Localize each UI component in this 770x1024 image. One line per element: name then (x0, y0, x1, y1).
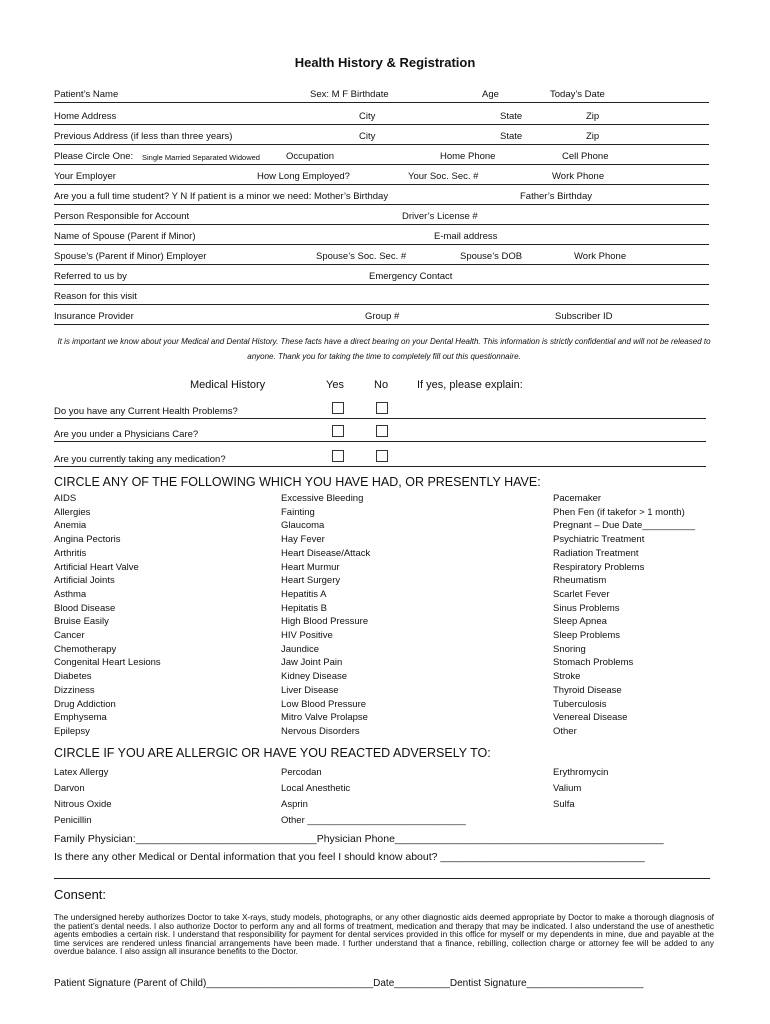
list-item[interactable]: Psychiatric Treatment (553, 534, 645, 546)
other-info-question[interactable]: Is there any other Medical or Dental information that you feel I should know about? ___________________________________ (54, 851, 645, 863)
field-label: Single Married Separated Widowed (142, 153, 260, 162)
field-label: Patient’s Name (54, 89, 119, 100)
list-item[interactable]: Epilepsy (54, 725, 90, 737)
patient-info-row[interactable] (54, 88, 709, 103)
list-item[interactable]: Asprin (281, 799, 308, 810)
field-label: Occupation (286, 151, 335, 162)
list-item[interactable]: Rheumatism (553, 575, 607, 587)
patient-info-row[interactable] (54, 230, 709, 245)
field-label: Cell Phone (562, 151, 609, 162)
list-item[interactable]: Stomach Problems (553, 657, 634, 669)
list-item[interactable]: Erythromycin (553, 767, 609, 778)
field-label: Insurance Provider (54, 311, 134, 322)
medical-history-heading: Medical History (190, 379, 266, 391)
list-item[interactable]: Heart Surgery (281, 575, 341, 587)
list-item[interactable]: Artificial Joints (54, 575, 115, 587)
field-label: State (500, 131, 523, 142)
yes-checkbox[interactable] (332, 402, 344, 414)
field-label: Home Phone (440, 151, 496, 162)
medical-question: Do you have any Current Health Problems? (54, 406, 238, 417)
list-item[interactable]: Bruise Easily (54, 616, 109, 628)
list-item[interactable]: Sulfa (553, 799, 575, 810)
field-label: Zip (586, 131, 600, 142)
list-item[interactable]: Darvon (54, 783, 85, 794)
patient-info-row[interactable] (54, 290, 709, 305)
allergy-heading: CIRCLE IF YOU ARE ALLERGIC OR HAVE YOU REACTED ADVERSELY TO: (54, 746, 491, 760)
list-item[interactable]: Allergies (54, 506, 91, 518)
list-item[interactable]: Congenital Heart Lesions (54, 657, 161, 669)
list-item[interactable]: Jaundice (281, 643, 320, 655)
field-label: Emergency Contact (369, 271, 453, 282)
list-item[interactable]: Nitrous Oxide (54, 799, 112, 810)
other-info-line[interactable] (54, 878, 710, 879)
answer-line[interactable] (54, 418, 706, 419)
field-label: Name of Spouse (Parent if Minor) (54, 231, 196, 242)
field-label: E-mail address (434, 231, 498, 242)
list-item[interactable]: Pregnant – Due Date__________ (553, 520, 696, 532)
medical-question: Are you under a Physicians Care? (54, 429, 199, 440)
field-label: Zip (586, 111, 600, 122)
field-label: Please Circle One: (54, 151, 134, 162)
allergy-column-3 (553, 765, 608, 813)
patient-info-row[interactable] (54, 210, 709, 225)
patient-info-row[interactable] (54, 130, 709, 145)
consent-heading: Consent: (54, 887, 107, 902)
list-item[interactable]: Sleep Apnea (553, 616, 607, 628)
field-label: Group # (365, 311, 400, 322)
field-label: Your Soc. Sec. # (408, 171, 479, 182)
list-item[interactable]: Pacemaker (553, 493, 602, 504)
field-label: How Long Employed? (257, 171, 350, 182)
field-label: Spouse’s (Parent if Minor) Employer (54, 251, 207, 262)
answer-line[interactable] (54, 441, 706, 442)
field-label: Are you a full time student? Y N If patient is a minor we need: Mother’s Birthday (54, 191, 389, 202)
list-item[interactable]: Arthritis (54, 547, 87, 559)
medical-question: Are you currently taking any medication? (54, 454, 226, 465)
list-item[interactable]: Valium (553, 783, 582, 794)
list-item[interactable]: HIV Positive (281, 630, 333, 642)
patient-info-row[interactable] (54, 150, 709, 165)
list-item[interactable]: Thyroid Disease (553, 684, 622, 696)
field-label: Referred to us by (54, 271, 127, 282)
list-item[interactable]: Stroke (553, 671, 581, 683)
explain-column-heading: If yes, please explain: (417, 379, 523, 391)
list-item[interactable]: Other (553, 725, 577, 737)
list-item[interactable]: Angina Pectoris (54, 534, 121, 546)
list-item[interactable]: Chemotherapy (54, 643, 117, 655)
list-item[interactable]: Diabetes (54, 671, 92, 683)
field-label: Your Employer (54, 171, 116, 182)
list-item[interactable]: Blood Disease (54, 602, 116, 614)
list-item[interactable]: Drug Addiction (54, 698, 116, 710)
signature-line[interactable]: Patient Signature (Parent of Child)______________________________Date__________Dentist Signature_____________________ (54, 978, 644, 989)
conditions-column-3 (553, 492, 695, 739)
list-item[interactable]: Percodan (281, 767, 322, 778)
field-label: Spouse’s Soc. Sec. # (316, 251, 407, 262)
conditions-column-1 (54, 492, 161, 739)
list-item[interactable]: Snoring (553, 643, 586, 655)
conditions-column-2 (281, 492, 370, 739)
list-item[interactable]: Other ______________________________ (281, 815, 466, 826)
list-item[interactable]: High Blood Pressure (281, 616, 369, 628)
list-item[interactable]: Nervous Disorders (281, 725, 360, 737)
list-item[interactable]: Emphysema (54, 712, 107, 724)
field-label: Driver’s License # (402, 211, 478, 222)
list-item[interactable]: Latex Allergy (54, 767, 109, 778)
list-item[interactable]: AIDS (54, 493, 77, 504)
field-label: Person Responsible for Account (54, 211, 190, 222)
field-label: City (359, 131, 376, 142)
patient-info-row[interactable] (54, 310, 709, 325)
field-label: Father’s Birthday (520, 191, 592, 202)
list-item[interactable]: Dizziness (54, 684, 95, 696)
list-item[interactable]: Hepatitis A (281, 588, 327, 600)
field-label: City (359, 111, 376, 122)
list-item[interactable]: Fainting (281, 506, 315, 518)
list-item[interactable]: Heart Murmur (281, 561, 340, 573)
list-item[interactable]: Respiratory Problems (553, 561, 645, 573)
form-title: Health History & Registration (294, 55, 476, 70)
field-label: Today’s Date (550, 89, 605, 100)
intro-text: It is important we know about your Medical and Dental History. These facts have a direct bearing on your Dental Health. This information is strictly confidential and will not be released to anyone. Thank you for taking the time to completely fill out this questionnaire. (57, 337, 711, 361)
yes-column-heading: Yes (326, 379, 344, 391)
list-item[interactable]: Sleep Problems (553, 630, 621, 642)
list-item[interactable]: Glaucoma (281, 520, 325, 532)
list-item[interactable]: Asthma (54, 588, 87, 600)
list-item[interactable]: Kidney Disease (281, 671, 348, 683)
list-item[interactable]: Hepitatis B (281, 602, 327, 614)
list-item[interactable]: Mitro Valve Prolapse (281, 712, 368, 724)
list-item[interactable]: Artificial Heart Valve (54, 561, 139, 573)
list-item[interactable]: Cancer (54, 630, 85, 642)
no-checkbox[interactable] (376, 450, 388, 462)
list-item[interactable]: Scarlet Fever (553, 588, 610, 600)
consent-text: The undersigned hereby authorizes Doctor to take X-rays, study models, photographs, or any other diagnostic aids deemed appropriate by Doctor to make a thorough diagnosis of the patient’s dental needs. I also authorize Doctor to perform any and all forms of treatment, medication and therapy that may be indicated. I also understand the use of anesthetic agents embodies a certain risk. I understand that responsibility for payment for dental services provided in this office for myself or my dependents in mine, due and payable at the time services are rendered unless financial arrangements have been made. I further understand that a finance, rebilling, collection charge or attorney fee will be added to any overdue balance. I also assign all insurance benefits to the Doctor. (54, 912, 714, 957)
field-label: Spouse’s DOB (460, 251, 523, 262)
field-label: Home Address (54, 111, 117, 122)
field-label: Subscriber ID (555, 311, 613, 322)
list-item[interactable]: Heart Disease/Attack (281, 547, 371, 559)
field-label: Age (482, 89, 499, 100)
field-label: Sex: M F Birthdate (310, 89, 389, 100)
no-column-heading: No (374, 379, 389, 391)
list-item[interactable]: Hay Fever (281, 534, 325, 546)
field-label: State (500, 111, 523, 122)
field-label: Reason for this visit (54, 291, 137, 302)
patient-info-row[interactable] (54, 250, 709, 265)
allergy-column-1 (54, 765, 112, 829)
list-item[interactable]: Low Blood Pressure (281, 698, 367, 710)
list-item[interactable]: Liver Disease (281, 684, 339, 696)
field-label: Previous Address (if less than three years) (54, 131, 233, 142)
list-item[interactable]: Jaw Joint Pain (281, 657, 343, 669)
list-item[interactable]: Tuberculosis (553, 698, 607, 710)
patient-info-row[interactable] (54, 190, 709, 205)
yes-checkbox[interactable] (332, 450, 344, 462)
conditions-heading: CIRCLE ANY OF THE FOLLOWING WHICH YOU HAVE HAD, OR PRESENTLY HAVE: (54, 475, 541, 489)
field-label: Work Phone (552, 171, 605, 182)
list-item[interactable]: Anemia (54, 520, 87, 532)
no-checkbox[interactable] (376, 402, 388, 414)
list-item[interactable]: Venereal Disease (553, 712, 628, 724)
answer-line[interactable] (54, 466, 706, 467)
yes-checkbox[interactable] (332, 425, 344, 437)
list-item[interactable]: Sinus Problems (553, 602, 620, 614)
field-label: Work Phone (574, 251, 627, 262)
family-physician-line[interactable]: Family Physician:_______________________________Physician Phone______________________________________________ (54, 833, 664, 845)
list-item[interactable]: Phen Fen (if takefor > 1 month) (553, 506, 685, 518)
list-item[interactable]: Radiation Treatment (553, 547, 639, 559)
patient-info-row[interactable] (54, 270, 709, 285)
list-item[interactable]: Excessive Bleeding (281, 493, 364, 504)
no-checkbox[interactable] (376, 425, 388, 437)
list-item[interactable]: Local Anesthetic (281, 783, 351, 794)
allergy-column-2 (281, 765, 466, 829)
patient-info-row[interactable] (54, 170, 709, 185)
list-item[interactable]: Penicillin (54, 815, 92, 826)
patient-info-row[interactable] (54, 110, 709, 125)
